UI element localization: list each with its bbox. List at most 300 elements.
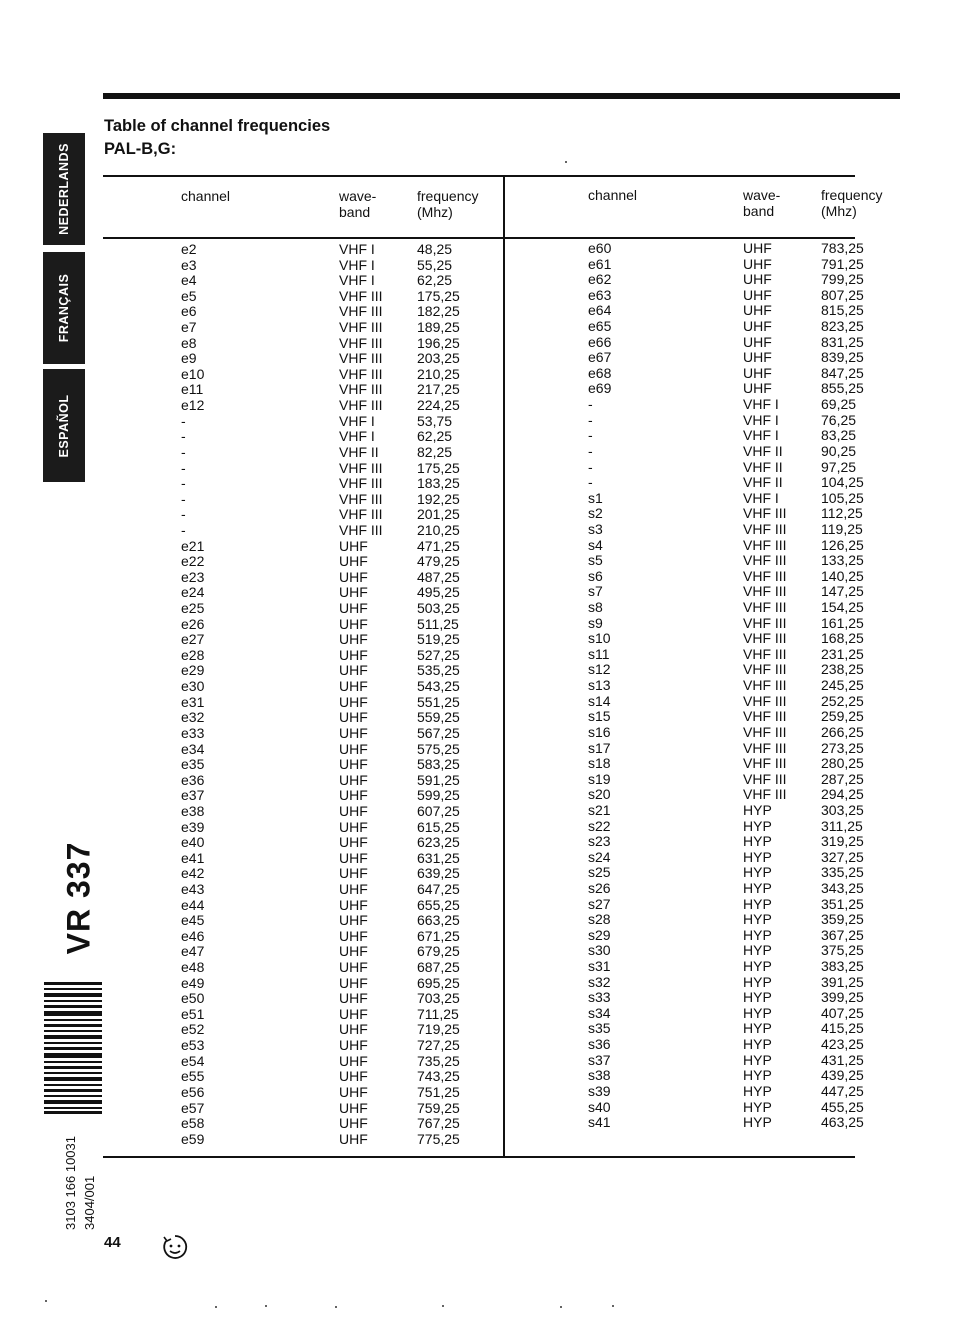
table-cell: 62,25: [417, 428, 453, 445]
table-cell: 161,25: [821, 614, 864, 631]
table-cell: UHF: [339, 1115, 368, 1132]
table-cell: 266,25: [821, 723, 864, 740]
table-cell: UHF: [339, 662, 368, 679]
table-cell: e64: [588, 302, 612, 319]
table-cell: s26: [588, 879, 611, 896]
table-cell: UHF: [339, 584, 368, 601]
table-cell: UHF: [339, 990, 368, 1007]
table-cell: e36: [181, 771, 205, 788]
table-cell: 259,25: [821, 708, 864, 725]
table-cell: 447,25: [821, 1082, 864, 1099]
table-cell: UHF: [339, 959, 368, 976]
table-cell: HYP: [743, 864, 772, 881]
table-cell: 112,25: [821, 505, 863, 522]
table-cell: e51: [181, 1005, 205, 1022]
table-cell: 359,25: [821, 911, 864, 928]
table-cell: HYP: [743, 817, 772, 834]
table-cell: s2: [588, 505, 603, 522]
table-cell: e8: [181, 334, 197, 351]
table-cell: s13: [588, 677, 611, 694]
table-cell: s22: [588, 817, 611, 834]
table-cell: s5: [588, 552, 603, 569]
table-cell: UHF: [339, 865, 368, 882]
table-cell: VHF I: [743, 489, 779, 506]
table-cell: -: [181, 475, 186, 492]
table-cell: e10: [181, 365, 205, 382]
table-cell: UHF: [339, 709, 368, 726]
table-cell: VHF I: [339, 412, 375, 429]
table-cell: 375,25: [821, 942, 864, 959]
table-cell: VHF III: [339, 397, 383, 414]
table-cell: 647,25: [417, 880, 460, 897]
table-cell: e49: [181, 974, 205, 991]
table-cell: HYP: [743, 1082, 772, 1099]
table-cell: s15: [588, 708, 611, 725]
table-cell: -: [588, 474, 593, 491]
right-header-channel: channel: [588, 187, 638, 203]
table-cell: UHF: [339, 600, 368, 617]
table-cell: 183,25: [417, 475, 460, 492]
table-cell: 423,25: [821, 1036, 864, 1053]
table-cell: 543,25: [417, 678, 460, 695]
table-cell: 62,25: [417, 272, 453, 289]
table-cell: VHF III: [743, 661, 787, 678]
table-cell: VHF III: [743, 723, 787, 740]
table-cell: s25: [588, 864, 611, 881]
table-cell: 527,25: [417, 646, 460, 663]
table-cell: 83,25: [821, 427, 857, 444]
table-cell: HYP: [743, 911, 772, 928]
table-cell: s37: [588, 1051, 611, 1068]
table-cell: -: [181, 506, 186, 523]
table-cell: 224,25: [417, 397, 460, 414]
table-cell: UHF: [339, 1005, 368, 1022]
table-cell: e11: [181, 381, 204, 398]
model-number: VR 337: [60, 841, 97, 955]
left-header-channel: channel: [181, 188, 231, 204]
table-cell: 319,25: [821, 833, 864, 850]
table-cell: -: [588, 458, 593, 475]
table-top-rule: [103, 175, 855, 177]
table-cell: VHF III: [743, 520, 787, 537]
table-cell: 719,25: [417, 1021, 460, 1038]
table-cell: e34: [181, 740, 205, 757]
table-cell: e47: [181, 943, 205, 960]
table-cell: 855,25: [821, 380, 864, 397]
table-cell: 189,25: [417, 319, 460, 336]
table-cell: 559,25: [417, 709, 460, 726]
table-cell: UHF: [339, 943, 368, 960]
table-cell: UHF: [339, 771, 368, 788]
left-header-frequency: frequency (Mhz): [417, 188, 479, 220]
table-cell: UHF: [339, 756, 368, 773]
table-cell: 663,25: [417, 912, 460, 929]
table-cell: 695,25: [417, 974, 460, 991]
table-cell: e35: [181, 756, 205, 773]
table-cell: s24: [588, 848, 611, 865]
table-cell: 799,25: [821, 271, 864, 288]
table-cell: e57: [181, 1099, 205, 1116]
table-cell: VHF III: [743, 583, 787, 600]
table-cell: UHF: [339, 646, 368, 663]
right-header-frequency: frequency (Mhz): [821, 187, 883, 219]
table-cell: HYP: [743, 833, 772, 850]
table-cell: 82,25: [417, 443, 453, 460]
barcode-icon: [44, 982, 102, 1114]
table-cell: 327,25: [821, 848, 864, 865]
table-cell: 575,25: [417, 740, 460, 757]
table-cell: 147,25: [821, 583, 864, 600]
table-cell: VHF I: [339, 256, 375, 273]
table-cell: s34: [588, 1004, 611, 1021]
table-cell: 90,25: [821, 442, 857, 459]
table-cell: 203,25: [417, 350, 460, 367]
table-cell: UHF: [743, 349, 772, 366]
table-cell: UHF: [339, 834, 368, 851]
table-cell: VHF III: [743, 536, 787, 553]
table-cell: 391,25: [821, 973, 864, 990]
table-cell: -: [588, 427, 593, 444]
table-cell: -: [181, 490, 186, 507]
table-cell: s4: [588, 536, 603, 553]
language-tabs: [43, 133, 85, 482]
table-cell: 140,25: [821, 567, 864, 584]
table-cell: e9: [181, 350, 197, 367]
table-cell: HYP: [743, 973, 772, 990]
table-cell: VHF III: [743, 567, 787, 584]
table-cell: s17: [588, 739, 611, 756]
table-cell: e54: [181, 1052, 205, 1069]
table-cell: 767,25: [417, 1115, 460, 1132]
table-cell: s41: [588, 1114, 611, 1131]
table-cell: 311,25: [821, 817, 863, 834]
table-cell: s18: [588, 755, 611, 772]
table-cell: 407,25: [821, 1004, 864, 1021]
tab-label-francais: FRANÇAIS: [57, 273, 71, 343]
table-cell: HYP: [743, 1051, 772, 1068]
table-cell: HYP: [743, 879, 772, 896]
table-header-rule: [103, 237, 855, 239]
tab-espanol: [43, 369, 85, 482]
table-cell: e22: [181, 553, 205, 570]
table-cell: 839,25: [821, 349, 864, 366]
print-speck: [335, 1306, 337, 1308]
table-cell: 495,25: [417, 584, 460, 601]
table-cell: 210,25: [417, 365, 460, 382]
table-cell: 735,25: [417, 1052, 460, 1069]
table-cell: 519,25: [417, 631, 460, 648]
table-cell: 182,25: [417, 303, 460, 320]
table-cell: s21: [588, 801, 611, 818]
table-cell: UHF: [339, 693, 368, 710]
tab-label-espanol: ESPAÑOL: [57, 394, 71, 457]
table-cell: e58: [181, 1115, 205, 1132]
table-cell: e59: [181, 1130, 205, 1147]
table-cell: s10: [588, 630, 611, 647]
table-cell: e38: [181, 802, 205, 819]
table-cell: VHF I: [743, 411, 779, 428]
table-cell: 551,25: [417, 693, 460, 710]
table-cell: s16: [588, 723, 611, 740]
table-cell: 807,25: [821, 286, 864, 303]
table-cell: 655,25: [417, 896, 460, 913]
table-cell: e21: [181, 537, 205, 554]
table-cell: e56: [181, 1083, 205, 1100]
table-cell: 711,25: [417, 1005, 459, 1022]
table-cell: e33: [181, 724, 205, 741]
table-cell: s27: [588, 895, 611, 912]
table-cell: UHF: [339, 615, 368, 632]
table-cell: e43: [181, 880, 205, 897]
table-cell: VHF III: [339, 303, 383, 320]
print-speck: [45, 1300, 47, 1302]
table-cell: 55,25: [417, 256, 453, 273]
table-cell: e25: [181, 600, 205, 617]
tab-francais: [43, 252, 85, 364]
table-cell: VHF III: [339, 334, 383, 351]
table-cell: UHF: [339, 818, 368, 835]
table-cell: HYP: [743, 1020, 772, 1037]
table-cell: 759,25: [417, 1099, 460, 1116]
table-cell: 210,25: [417, 521, 460, 538]
table-cell: HYP: [743, 848, 772, 865]
table-cell: s12: [588, 661, 611, 678]
table-cell: VHF I: [743, 427, 779, 444]
table-cell: -: [181, 459, 186, 476]
print-speck: [565, 161, 567, 163]
table-cell: UHF: [743, 286, 772, 303]
tab-label-nederlands: NEDERLANDS: [57, 143, 71, 235]
table-cell: 273,25: [821, 739, 864, 756]
table-cell: VHF III: [743, 599, 787, 616]
table-cell: 783,25: [821, 240, 864, 256]
table-cell: UHF: [743, 302, 772, 319]
table-cell: e7: [181, 319, 197, 336]
table-cell: s29: [588, 926, 611, 943]
table-cell: 567,25: [417, 724, 460, 741]
table-cell: UHF: [743, 333, 772, 350]
table-cell: e62: [588, 271, 612, 288]
table-cell: 238,25: [821, 661, 864, 678]
table-cell: UHF: [339, 740, 368, 757]
table-cell: e24: [181, 584, 205, 601]
tab-nederlands: [43, 133, 85, 245]
table-cell: HYP: [743, 926, 772, 943]
table-cell: e61: [588, 255, 612, 272]
table-cell: 623,25: [417, 834, 460, 851]
table-cell: 471,25: [417, 537, 460, 554]
table-cell: UHF: [339, 802, 368, 819]
table-cell: s40: [588, 1098, 611, 1115]
table-cell: 383,25: [821, 958, 864, 975]
table-cell: e3: [181, 256, 197, 273]
table-cell: s38: [588, 1067, 611, 1084]
table-cell: UHF: [339, 553, 368, 570]
table-cell: VHF III: [743, 552, 787, 569]
table-cell: VHF III: [743, 630, 787, 647]
table-cell: -: [181, 443, 186, 460]
table-cell: 48,25: [417, 241, 453, 257]
table-cell: UHF: [339, 787, 368, 804]
table-cell: 751,25: [417, 1083, 460, 1100]
table-cell: 727,25: [417, 1037, 460, 1054]
table-cell: UHF: [339, 1130, 368, 1147]
table-cell: VHF III: [743, 739, 787, 756]
table-cell: 53,75: [417, 412, 453, 429]
table-cell: -: [181, 521, 186, 538]
table-column-divider: [503, 175, 505, 1158]
table-cell: VHF III: [339, 490, 383, 507]
table-cell: VHF III: [339, 365, 383, 382]
table-cell: 343,25: [821, 879, 864, 896]
table-cell: 76,25: [821, 411, 857, 428]
table-cell: e48: [181, 959, 205, 976]
table-cell: 439,25: [821, 1067, 864, 1084]
table-cell: UHF: [339, 1083, 368, 1100]
table-cell: 97,25: [821, 458, 857, 475]
table-cell: e27: [181, 631, 205, 648]
table-cell: 415,25: [821, 1020, 864, 1037]
table-cell: HYP: [743, 1098, 772, 1115]
table-cell: e6: [181, 303, 197, 320]
table-cell: -: [181, 428, 186, 445]
table-cell: 631,25: [417, 849, 460, 866]
table-cell: -: [588, 411, 593, 428]
table-cell: s30: [588, 942, 611, 959]
table-cell: e45: [181, 912, 205, 929]
table-cell: UHF: [339, 1099, 368, 1116]
table-cell: 463,25: [821, 1114, 864, 1131]
table-cell: e28: [181, 646, 205, 663]
table-cell: UHF: [743, 271, 772, 288]
table-cell: e37: [181, 787, 205, 804]
table-cell: 399,25: [821, 989, 864, 1006]
table-cell: UHF: [339, 568, 368, 585]
table-cell: HYP: [743, 989, 772, 1006]
table-cell: 511,25: [417, 615, 459, 632]
table-cell: 607,25: [417, 802, 460, 819]
table-cell: 280,25: [821, 755, 864, 772]
table-cell: e52: [181, 1021, 205, 1038]
table-cell: -: [588, 442, 593, 459]
table-cell: 192,25: [417, 490, 460, 507]
table-cell: 615,25: [417, 818, 460, 835]
table-cell: -: [588, 396, 593, 413]
table-cell: s14: [588, 692, 611, 709]
table-cell: 69,25: [821, 396, 857, 413]
left-header-waveband: wave- band: [339, 188, 377, 220]
standard-subtitle: PAL-B,G:: [104, 140, 177, 158]
table-cell: UHF: [339, 1052, 368, 1069]
table-cell: UHF: [339, 678, 368, 695]
table-cell: VHF I: [743, 396, 779, 413]
frequency-table: [103, 175, 883, 1158]
table-cell: 252,25: [821, 692, 864, 709]
table-cell: s20: [588, 786, 611, 803]
right-waveband-column: [743, 241, 787, 1131]
table-cell: 217,25: [417, 381, 460, 398]
print-speck: [442, 1305, 444, 1307]
table-cell: 168,25: [821, 630, 864, 647]
table-cell: VHF III: [339, 350, 383, 367]
table-cell: UHF: [339, 927, 368, 944]
table-cell: 591,25: [417, 771, 460, 788]
right-header-waveband: wave- band: [743, 187, 781, 219]
table-cell: UHF: [339, 537, 368, 554]
table-cell: e66: [588, 333, 612, 350]
table-cell: 245,25: [821, 677, 864, 694]
table-cell: e42: [181, 865, 205, 882]
table-cell: e44: [181, 896, 205, 913]
table-cell: 687,25: [417, 959, 460, 976]
table-cell: e55: [181, 1068, 205, 1085]
table-cell: 105,25: [821, 489, 864, 506]
table-cell: VHF I: [339, 241, 375, 257]
table-cell: HYP: [743, 801, 772, 818]
table-cell: e29: [181, 662, 205, 679]
table-cell: 201,25: [417, 506, 460, 523]
table-cell: VHF II: [339, 443, 379, 460]
table-cell: UHF: [743, 240, 772, 256]
table-cell: HYP: [743, 895, 772, 912]
table-cell: UHF: [339, 1037, 368, 1054]
top-rule: [103, 93, 900, 99]
table-cell: 487,25: [417, 568, 460, 585]
table-cell: e65: [588, 318, 612, 335]
table-cell: e5: [181, 287, 197, 304]
table-cell: e30: [181, 678, 205, 695]
left-channel-column: [181, 242, 204, 1147]
table-cell: VHF III: [339, 521, 383, 538]
table-cell: s1: [588, 489, 603, 506]
table-cell: VHF I: [339, 272, 375, 289]
print-speck: [265, 1305, 267, 1307]
table-cell: 175,25: [417, 459, 460, 476]
left-frequency-column: [417, 242, 460, 1147]
print-speck: [560, 1306, 562, 1308]
table-cell: 775,25: [417, 1130, 460, 1147]
page-title: Table of channel frequencies: [104, 117, 331, 135]
table-cell: 743,25: [417, 1068, 460, 1085]
table-cell: e69: [588, 380, 612, 397]
table-cell: VHF III: [339, 475, 383, 492]
table-cell: s23: [588, 833, 611, 850]
table-cell: VHF III: [743, 614, 787, 631]
table-cell: 823,25: [821, 318, 864, 335]
page-number: 44: [104, 1234, 121, 1251]
table-cell: UHF: [339, 912, 368, 929]
table-cell: 231,25: [821, 645, 864, 662]
table-cell: UHF: [339, 896, 368, 913]
table-cell: 847,25: [821, 364, 864, 381]
table-cell: s31: [588, 958, 611, 975]
table-cell: e60: [588, 240, 612, 256]
table-cell: VHF III: [743, 645, 787, 662]
table-cell: s35: [588, 1020, 611, 1037]
table-cell: VHF III: [743, 770, 787, 787]
table-cell: HYP: [743, 1067, 772, 1084]
table-cell: s19: [588, 770, 611, 787]
table-cell: s11: [588, 645, 610, 662]
table-cell: VHF III: [339, 287, 383, 304]
print-speck: [215, 1306, 217, 1308]
table-cell: e53: [181, 1037, 205, 1054]
table-cell: HYP: [743, 958, 772, 975]
table-cell: UHF: [339, 1021, 368, 1038]
table-cell: 583,25: [417, 756, 460, 773]
table-cell: UHF: [339, 880, 368, 897]
table-cell: HYP: [743, 1036, 772, 1053]
